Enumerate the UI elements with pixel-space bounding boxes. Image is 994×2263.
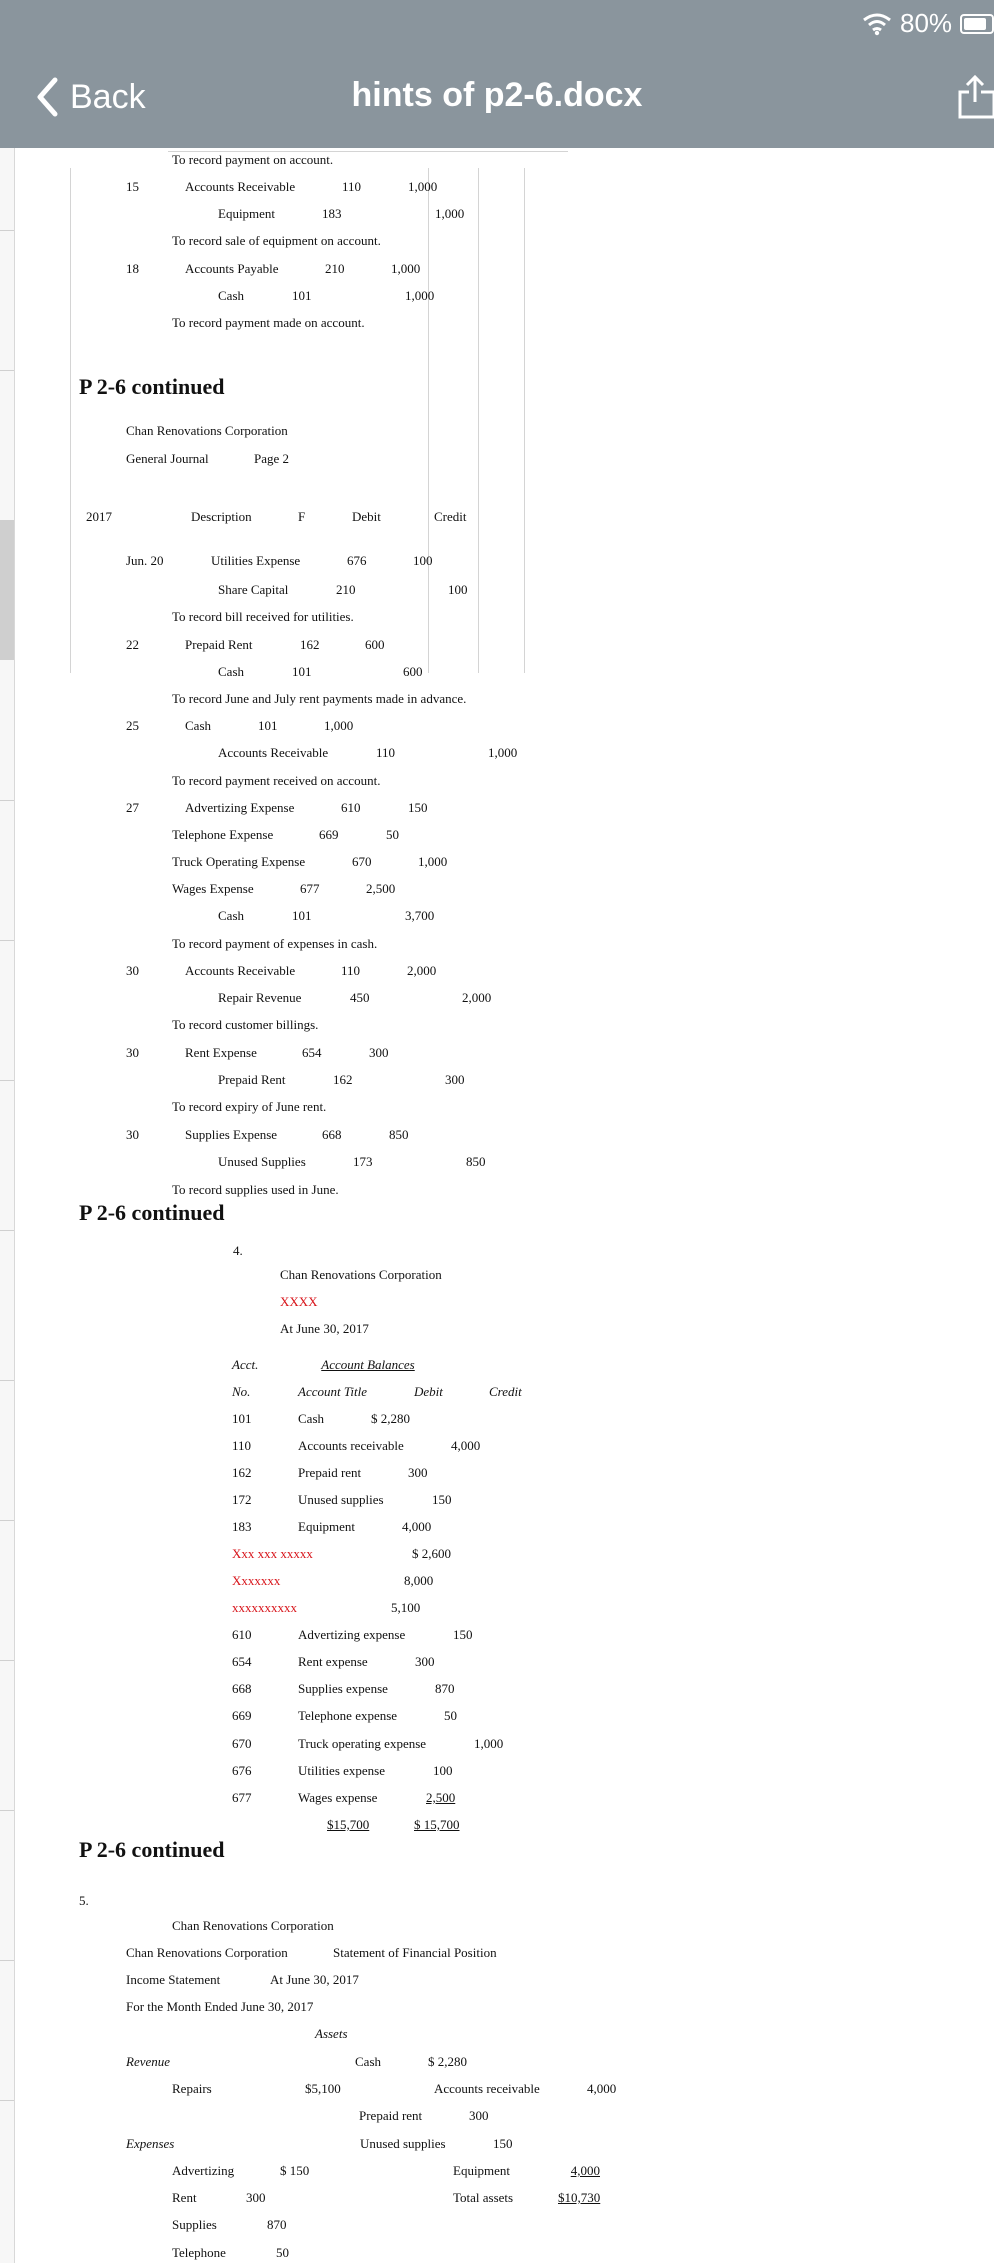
- top-bar: [0, 0, 994, 148]
- amount: $10,730: [558, 2190, 601, 2205]
- entry-date: 30: [126, 963, 139, 978]
- amount: 1,000: [474, 1736, 504, 1751]
- folio: 173: [353, 1154, 373, 1169]
- journal-memo: To record June and July rent payments made in advance.: [172, 691, 467, 706]
- amount: 300: [469, 2108, 489, 2123]
- account-title: Cash: [298, 1411, 324, 1426]
- folio: 610: [341, 800, 361, 815]
- back-label: Back: [70, 77, 146, 116]
- amount: $ 150: [280, 2163, 310, 2178]
- journal-memo: To record customer billings.: [172, 1017, 319, 1032]
- strip-divider: [0, 1660, 14, 1661]
- account-number: 110: [232, 1438, 252, 1453]
- credit-amount: 3,700: [405, 908, 435, 923]
- line-item: Supplies: [172, 2217, 217, 2232]
- strip-divider: [0, 2100, 14, 2101]
- line-item: Telephone: [172, 2245, 226, 2260]
- strip-divider: [0, 940, 14, 941]
- amount: 300: [415, 1654, 435, 1669]
- journal-memo: To record payment of expenses in cash.: [172, 936, 378, 951]
- credit-amount: 1,000: [405, 288, 435, 303]
- amount: 150: [493, 2136, 513, 2151]
- column-header: F: [298, 509, 306, 524]
- folio: 110: [376, 745, 396, 760]
- strip-divider: [0, 1520, 14, 1521]
- section-label: Expenses: [126, 2136, 175, 2151]
- folio: 101: [292, 908, 312, 923]
- page-number: Page 2: [254, 451, 290, 466]
- amount: 2,500: [426, 1790, 456, 1805]
- column-header: Description: [191, 509, 252, 524]
- account-name: Advertizing Expense: [185, 800, 295, 815]
- folio: 654: [302, 1045, 322, 1060]
- amount: 4,000: [570, 2163, 600, 2178]
- entry-date: 25: [126, 718, 139, 733]
- strip-highlight: [0, 520, 14, 660]
- folio: 183: [322, 206, 342, 221]
- strip-divider: [0, 800, 14, 801]
- account-title: Supplies expense: [298, 1681, 388, 1696]
- amount: 50: [276, 2245, 289, 2260]
- section-heading: P 2-6 continued: [79, 374, 225, 399]
- account-name: Accounts Payable: [185, 261, 279, 276]
- account-number: 183: [232, 1519, 252, 1534]
- folio: 101: [292, 664, 312, 679]
- account-name: Accounts Receivable: [185, 963, 296, 978]
- account-name: Supplies Expense: [185, 1127, 278, 1142]
- folio: 668: [322, 1127, 342, 1142]
- placeholder-account: Xxx xxx xxxxx: [232, 1546, 313, 1561]
- account-number: 669: [232, 1708, 252, 1723]
- column-header: Acct.: [232, 1357, 259, 1372]
- column-header: Credit: [489, 1384, 522, 1399]
- account-number: 654: [232, 1654, 252, 1669]
- entry-date: 15: [126, 179, 139, 194]
- debit-amount: 50: [386, 827, 399, 842]
- amount: 300: [246, 2190, 266, 2205]
- statement-title: Statement of Financial Position: [333, 1945, 497, 1960]
- table-rule: [478, 168, 479, 673]
- strip-divider: [0, 1810, 14, 1811]
- account-name: Rent Expense: [185, 1045, 257, 1060]
- entry-date: 30: [126, 1127, 139, 1142]
- account-name: Cash: [185, 718, 211, 733]
- wifi-icon: [862, 10, 892, 38]
- account-name: Repair Revenue: [218, 990, 302, 1005]
- statement-title: Income Statement: [126, 1972, 221, 1987]
- company-name: Chan Renovations Corporation: [126, 423, 288, 438]
- journal-memo: To record supplies used in June.: [172, 1182, 339, 1197]
- column-header: Credit: [434, 509, 467, 524]
- folio: 101: [292, 288, 312, 303]
- strip-divider: [0, 1230, 14, 1231]
- item-number: 5.: [79, 1893, 89, 1908]
- amount: 4,000: [587, 2081, 617, 2096]
- folio: 210: [336, 582, 356, 597]
- account-name: Accounts Receivable: [218, 745, 329, 760]
- amount: $ 2,280: [428, 2054, 467, 2069]
- amount: $ 2,600: [412, 1546, 451, 1561]
- credit-amount: 2,000: [462, 990, 492, 1005]
- credit-amount: 850: [466, 1154, 486, 1169]
- amount: 8,000: [404, 1573, 434, 1588]
- column-header: Debit: [352, 509, 381, 524]
- line-item: Advertizing: [172, 2163, 235, 2178]
- line-item: Unused supplies: [360, 2136, 446, 2151]
- debit-amount: 300: [408, 1465, 428, 1480]
- folio: 110: [341, 963, 361, 978]
- folio: 110: [342, 179, 362, 194]
- column-header: 2017: [86, 509, 112, 524]
- table-rule: [524, 168, 525, 673]
- document-title: hints of p2-6.docx: [351, 76, 643, 114]
- company-name: Chan Renovations Corporation: [280, 1267, 442, 1282]
- table-rule: [168, 151, 568, 152]
- account-number: 670: [232, 1736, 252, 1751]
- account-name: Cash: [218, 288, 244, 303]
- debit-amount: 1,000: [418, 854, 448, 869]
- journal-memo: To record payment on account.: [172, 152, 334, 167]
- strip-divider: [0, 230, 14, 231]
- account-title: Wages expense: [298, 1790, 378, 1805]
- debit-amount: 2,000: [407, 963, 437, 978]
- account-name: Accounts Receivable: [185, 179, 296, 194]
- journal-memo: To record expiry of June rent.: [172, 1099, 327, 1114]
- account-title: Truck operating expense: [298, 1736, 427, 1751]
- debit-amount: 2,500: [366, 881, 396, 896]
- column-header: Debit: [414, 1384, 443, 1399]
- account-number: 676: [232, 1763, 252, 1778]
- account-number: 162: [232, 1465, 252, 1480]
- entry-date: 30: [126, 1045, 139, 1060]
- journal-memo: To record payment made on account.: [172, 315, 365, 330]
- folio: 210: [325, 261, 345, 276]
- folio: 677: [300, 881, 320, 896]
- amount: 100: [433, 1763, 453, 1778]
- debit-amount: 4,000: [402, 1519, 432, 1534]
- account-name: Prepaid Rent: [185, 637, 253, 652]
- journal-memo: To record bill received for utilities.: [172, 609, 354, 624]
- column-header: Account Balances: [321, 1357, 415, 1372]
- share-icon[interactable]: [956, 74, 994, 120]
- account-title: Unused supplies: [298, 1492, 384, 1507]
- strip-divider: [0, 370, 14, 371]
- credit-amount: 1,000: [488, 745, 518, 760]
- account-title: Equipment: [298, 1519, 356, 1534]
- account-number: 610: [232, 1627, 252, 1642]
- account-name: Unused Supplies: [218, 1154, 306, 1169]
- account-name: Utilities Expense: [211, 553, 301, 568]
- statement-date: At June 30, 2017: [280, 1321, 369, 1336]
- folio: 162: [333, 1072, 353, 1087]
- journal-memo: To record payment received on account.: [172, 773, 381, 788]
- credit-amount: 4,000: [451, 1438, 481, 1453]
- account-title: Advertizing expense: [298, 1627, 406, 1642]
- entry-date: 27: [126, 800, 139, 815]
- folio: 669: [319, 827, 339, 842]
- section-label: Revenue: [126, 2054, 171, 2069]
- debit-amount: 1,000: [391, 261, 421, 276]
- journal-memo: To record sale of equipment on account.: [172, 233, 381, 248]
- account-name: Prepaid Rent: [218, 1072, 286, 1087]
- folio: 101: [258, 718, 278, 733]
- account-name: Wages Expense: [172, 881, 254, 896]
- account-title: Accounts receivable: [298, 1438, 404, 1453]
- account-title: Telephone expense: [298, 1708, 398, 1723]
- company-name: Chan Renovations Corporation: [126, 1945, 288, 1960]
- section-heading: P 2-6 continued: [79, 1200, 225, 1225]
- battery-percent: 80%: [900, 8, 953, 38]
- account-name: Equipment: [218, 206, 276, 221]
- item-number: 4.: [233, 1243, 243, 1258]
- section-heading: P 2-6 continued: [79, 1837, 225, 1862]
- amount: 150: [453, 1627, 473, 1642]
- strip-divider: [0, 1960, 14, 1961]
- entry-date: 18: [126, 261, 139, 276]
- statement-title: XXXX: [280, 1294, 318, 1309]
- column-header: No.: [232, 1384, 251, 1399]
- line-item: Accounts receivable: [434, 2081, 540, 2096]
- account-number: 668: [232, 1681, 252, 1696]
- line-item: Repairs: [172, 2081, 212, 2096]
- account-number: 677: [232, 1790, 252, 1805]
- account-number: 172: [232, 1492, 252, 1507]
- account-title: Prepaid rent: [298, 1465, 362, 1480]
- strip-divider: [0, 1380, 14, 1381]
- debit-amount: 100: [413, 553, 433, 568]
- statement-date: At June 30, 2017: [270, 1972, 359, 1987]
- line-item: Equipment: [453, 2163, 511, 2178]
- debit-amount: 300: [369, 1045, 389, 1060]
- total-credit: $ 15,700: [414, 1817, 460, 1832]
- account-name: Cash: [218, 664, 244, 679]
- debit-amount: 1,000: [324, 718, 354, 733]
- amount: 50: [444, 1708, 457, 1723]
- strip-divider: [0, 1080, 14, 1081]
- line-item: Total assets: [453, 2190, 514, 2205]
- debit-amount: 600: [365, 637, 385, 652]
- page-thumbnail-strip[interactable]: [0, 148, 15, 2263]
- battery-icon: [960, 14, 994, 34]
- table-rule: [70, 168, 71, 673]
- folio: 162: [300, 637, 320, 652]
- line-item: Cash: [355, 2054, 381, 2069]
- section-label: Assets: [315, 2026, 348, 2041]
- account-number: 101: [232, 1411, 252, 1426]
- folio: 670: [352, 854, 372, 869]
- amount: 5,100: [391, 1600, 421, 1615]
- account-name: Truck Operating Expense: [172, 854, 306, 869]
- placeholder-account: xxxxxxxxxx: [232, 1600, 297, 1615]
- debit-amount: 150: [408, 800, 428, 815]
- debit-amount: 150: [432, 1492, 452, 1507]
- journal-title: General Journal: [126, 451, 209, 466]
- amount: $5,100: [305, 2081, 341, 2096]
- account-name: Cash: [218, 908, 244, 923]
- line-item: Prepaid rent: [359, 2108, 423, 2123]
- table-rule: [428, 168, 429, 673]
- entry-date: 22: [126, 637, 139, 652]
- account-name: Telephone Expense: [172, 827, 274, 842]
- debit-amount: $ 2,280: [371, 1411, 410, 1426]
- credit-amount: 600: [403, 664, 423, 679]
- total-debit: $15,700: [327, 1817, 370, 1832]
- amount: 870: [267, 2217, 287, 2232]
- statement-period: For the Month Ended June 30, 2017: [126, 1999, 314, 2014]
- company-name: Chan Renovations Corporation: [172, 1918, 334, 1933]
- account-name: Share Capital: [218, 582, 289, 597]
- folio: 676: [347, 553, 367, 568]
- line-item: Rent: [172, 2190, 197, 2205]
- credit-amount: 1,000: [435, 206, 465, 221]
- entry-date: Jun. 20: [126, 553, 164, 568]
- credit-amount: 100: [448, 582, 468, 597]
- placeholder-account: Xxxxxxx: [232, 1573, 281, 1588]
- account-title: Utilities expense: [298, 1763, 386, 1778]
- debit-amount: 850: [389, 1127, 409, 1142]
- column-header: Account Title: [298, 1384, 367, 1399]
- credit-amount: 300: [445, 1072, 465, 1087]
- debit-amount: 1,000: [408, 179, 438, 194]
- folio: 450: [350, 990, 370, 1005]
- amount: 870: [435, 1681, 455, 1696]
- account-title: Rent expense: [298, 1654, 368, 1669]
